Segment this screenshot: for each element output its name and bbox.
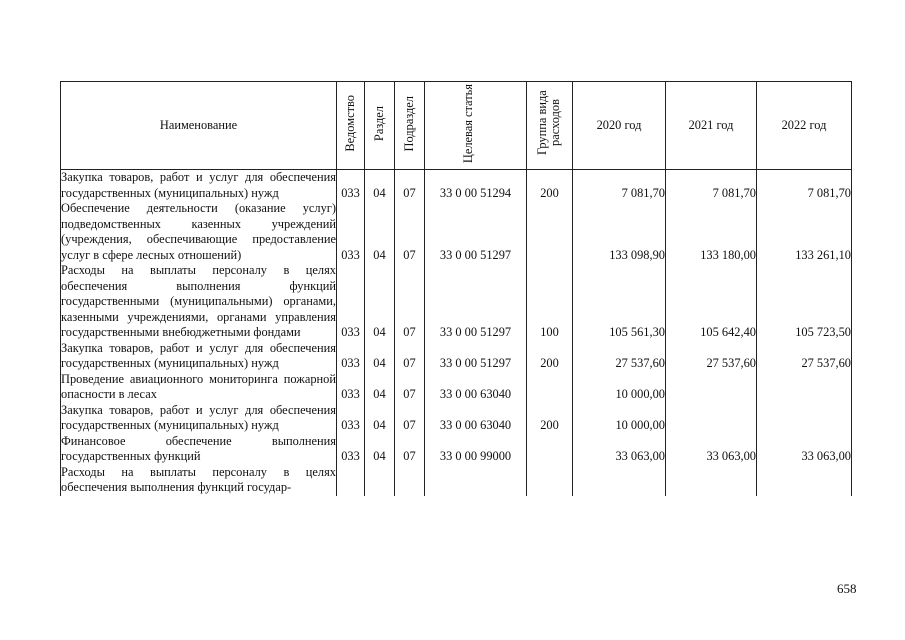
row-2020: 10 000,00 (573, 372, 666, 403)
row-name: Обеспечение деятельности (оказание услуг) подведомственных казенных учреждений (учреждения, обеспечивающие предоставление услуг в сфере лесных отношений) (61, 201, 336, 262)
row-2021: 7 081,70 (666, 170, 757, 202)
row-tselevaya-statya: 33 0 00 63040 (425, 372, 527, 403)
row-name: Расходы на выплаты персоналу в целях обеспечения выполнения функций государственными (муниципальными) органами, казенными учреждениями, органами управления государственными внебюджетными фондами (61, 263, 336, 339)
row-2021: 27 537,60 (666, 341, 757, 372)
row-tselevaya-statya: 33 0 00 51294 (425, 170, 527, 202)
row-2022: 33 063,00 (757, 434, 852, 465)
row-2022 (757, 465, 852, 496)
row-vedomstvo: 033 (337, 341, 365, 372)
header-podrazdel: Подраздел (395, 82, 425, 170)
row-podrazdel (395, 465, 425, 496)
row-razdel: 04 (365, 434, 395, 465)
row-podrazdel: 07 (395, 170, 425, 202)
row-2022 (757, 372, 852, 403)
row-gruppa (527, 434, 573, 465)
row-podrazdel: 07 (395, 434, 425, 465)
row-gruppa (527, 201, 573, 263)
header-2022: 2022 год (757, 82, 852, 170)
header-name: Наименование (61, 82, 337, 170)
row-vedomstvo: 033 (337, 403, 365, 434)
table-row (61, 170, 852, 202)
row-2021: 33 063,00 (666, 434, 757, 465)
table-row (61, 465, 852, 496)
row-razdel: 04 (365, 263, 395, 341)
row-podrazdel: 07 (395, 263, 425, 341)
row-tselevaya-statya (425, 465, 527, 496)
header-vedomstvo: Ведомство (337, 82, 365, 170)
page-number: 658 (837, 581, 857, 596)
row-name: Закупка товаров, работ и услуг для обеспечения государственных (муниципальных) нужд (61, 402, 336, 432)
header-gruppa-vida-raskhodov: Группа вида расходов (527, 82, 573, 170)
row-name: Закупка товаров, работ и услуг для обеспечения государственных (муниципальных) нужд (61, 170, 336, 200)
row-2022: 133 261,10 (757, 201, 852, 263)
row-razdel: 04 (365, 201, 395, 263)
row-razdel (365, 465, 395, 496)
row-2020: 7 081,70 (573, 170, 666, 202)
row-2021 (666, 372, 757, 403)
row-tselevaya-statya: 33 0 00 99000 (425, 434, 527, 465)
row-2022: 27 537,60 (757, 341, 852, 372)
row-podrazdel: 07 (395, 201, 425, 263)
row-tselevaya-statya: 33 0 00 51297 (425, 263, 527, 341)
row-razdel: 04 (365, 403, 395, 434)
row-2022 (757, 403, 852, 434)
row-2021 (666, 403, 757, 434)
row-vedomstvo (337, 465, 365, 496)
row-gruppa (527, 372, 573, 403)
row-2021: 133 180,00 (666, 201, 757, 263)
row-2020 (573, 465, 666, 496)
header-razdel: Раздел (365, 82, 395, 170)
table-header-row (61, 82, 852, 170)
row-razdel: 04 (365, 170, 395, 202)
table-row (61, 201, 852, 263)
budget-table (60, 81, 852, 496)
table-row (61, 372, 852, 403)
row-gruppa: 100 (527, 263, 573, 341)
row-vedomstvo: 033 (337, 372, 365, 403)
row-vedomstvo: 033 (337, 434, 365, 465)
row-vedomstvo: 033 (337, 263, 365, 341)
header-2021: 2021 год (666, 82, 757, 170)
row-2020: 27 537,60 (573, 341, 666, 372)
row-tselevaya-statya: 33 0 00 63040 (425, 403, 527, 434)
row-gruppa: 200 (527, 341, 573, 372)
row-2020: 105 561,30 (573, 263, 666, 341)
row-2020: 10 000,00 (573, 403, 666, 434)
row-tselevaya-statya: 33 0 00 51297 (425, 341, 527, 372)
row-name: Финансовое обеспечение выполнения государственных функций (61, 433, 336, 463)
row-2020: 133 098,90 (573, 201, 666, 263)
table-row (61, 341, 852, 372)
row-name: Расходы на выплаты персоналу в целях обеспечения выполнения функций государ- (61, 464, 336, 494)
row-name: Закупка товаров, работ и услуг для обеспечения государственных (муниципальных) нужд (61, 340, 336, 370)
row-2021: 105 642,40 (666, 263, 757, 341)
table-row (61, 263, 852, 341)
row-2022: 105 723,50 (757, 263, 852, 341)
row-2021 (666, 465, 757, 496)
header-2020: 2020 год (573, 82, 666, 170)
header-tselevaya-statya: Целевая статья (425, 82, 527, 170)
row-gruppa: 200 (527, 170, 573, 202)
row-vedomstvo: 033 (337, 201, 365, 263)
table-row (61, 434, 852, 465)
row-podrazdel: 07 (395, 372, 425, 403)
row-vedomstvo: 033 (337, 170, 365, 202)
row-gruppa (527, 465, 573, 496)
row-2020: 33 063,00 (573, 434, 666, 465)
row-gruppa: 200 (527, 403, 573, 434)
row-podrazdel: 07 (395, 403, 425, 434)
row-razdel: 04 (365, 372, 395, 403)
row-name: Проведение авиационного мониторинга пожарной опасности в лесах (61, 371, 336, 401)
table-row (61, 403, 852, 434)
row-2022: 7 081,70 (757, 170, 852, 202)
row-podrazdel: 07 (395, 341, 425, 372)
row-razdel: 04 (365, 341, 395, 372)
row-tselevaya-statya: 33 0 00 51297 (425, 201, 527, 263)
